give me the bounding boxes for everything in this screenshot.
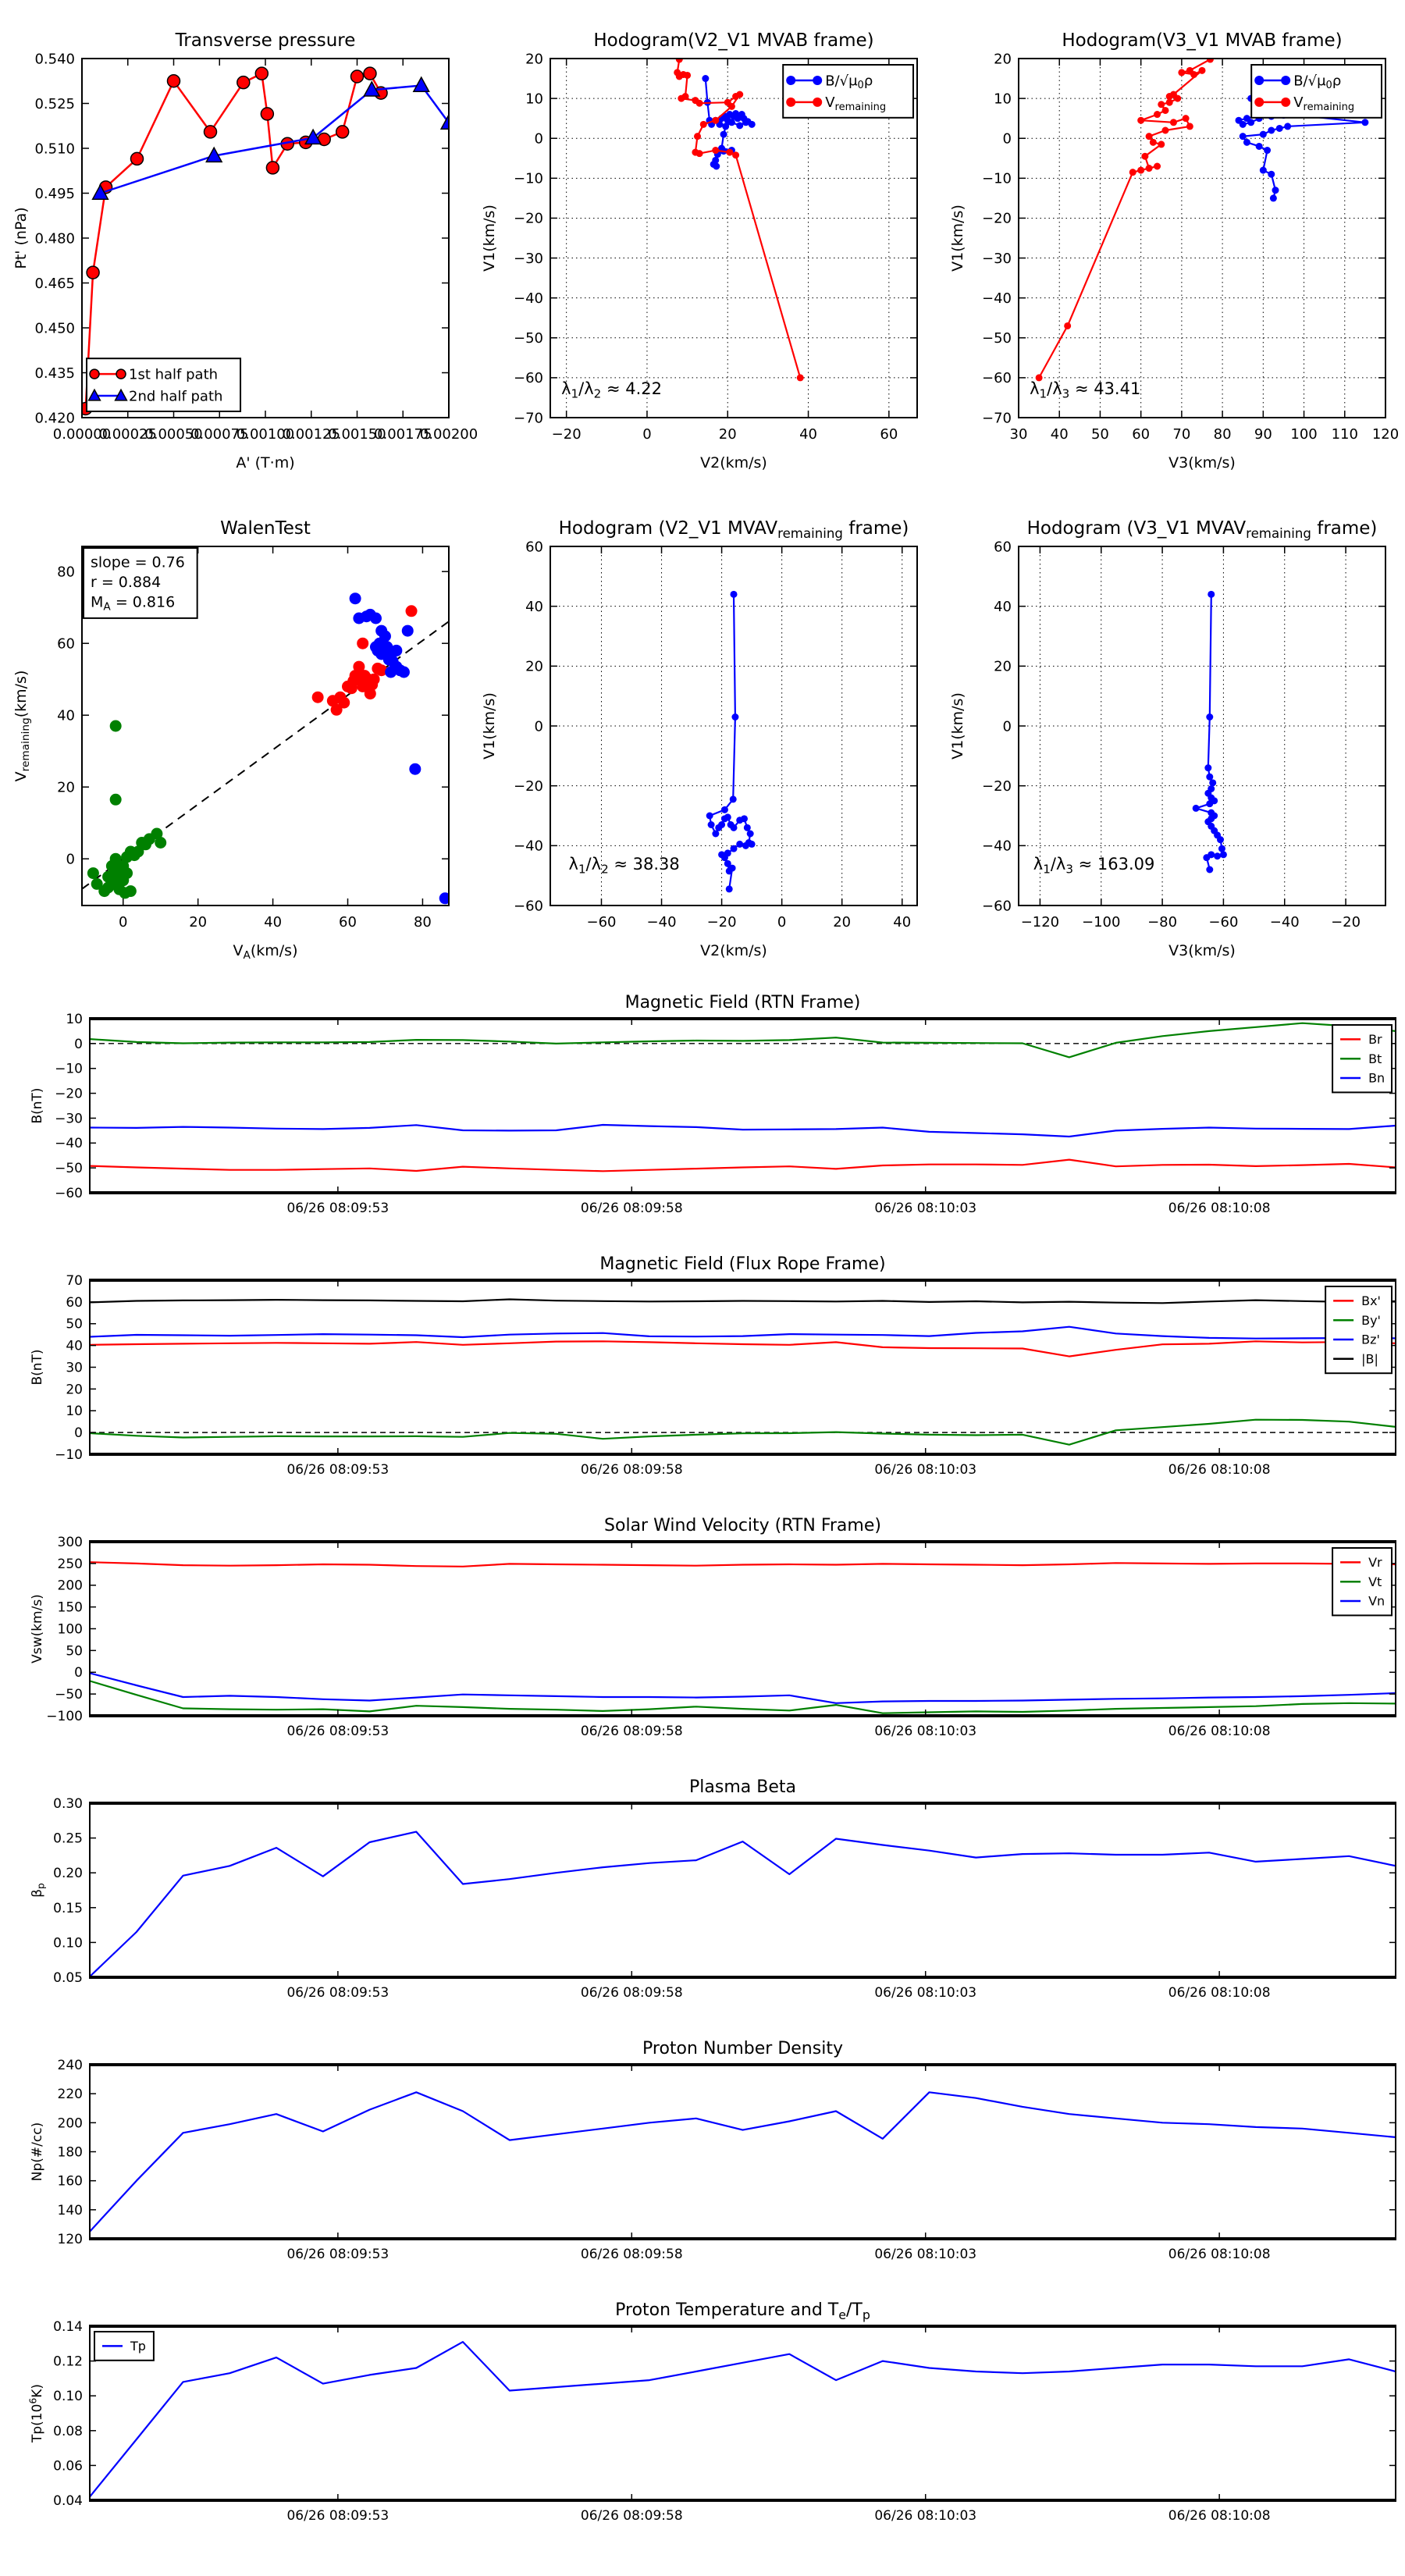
svg-text:0.25: 0.25 — [53, 1831, 83, 1847]
svg-text:50: 50 — [1090, 426, 1109, 443]
svg-text:−100: −100 — [1082, 914, 1121, 930]
svg-text:0: 0 — [1002, 718, 1012, 735]
svg-text:20: 20 — [994, 658, 1012, 675]
svg-text:−70: −70 — [982, 410, 1012, 427]
svg-text:0.20: 0.20 — [53, 1866, 83, 1882]
svg-text:0: 0 — [642, 426, 652, 443]
svg-text:20: 20 — [189, 914, 208, 930]
hodogram-v3v1-mvav-chart — [937, 500, 1405, 984]
svg-text:0.480: 0.480 — [34, 230, 75, 247]
svg-text:−20: −20 — [55, 1086, 83, 1102]
svg-text:0.30: 0.30 — [53, 1795, 83, 1812]
svg-text:0: 0 — [1002, 130, 1012, 148]
svg-text:06/26 08:10:03: 06/26 08:10:03 — [874, 2508, 977, 2524]
svg-text:0.04: 0.04 — [53, 2492, 83, 2509]
svg-text:160: 160 — [57, 2173, 83, 2190]
svg-text:Solar Wind Velocity (RTN Frame: Solar Wind Velocity (RTN Frame) — [604, 1516, 881, 1535]
svg-text:Magnetic Field (RTN Frame): Magnetic Field (RTN Frame) — [624, 993, 861, 1012]
svg-text:60: 60 — [66, 1294, 83, 1311]
svg-text:0.14: 0.14 — [53, 2318, 83, 2335]
svg-text:0: 0 — [74, 1036, 83, 1052]
svg-text:Vremaining: $V_{remaining}$ — [825, 94, 887, 114]
svg-text:0: 0 — [119, 914, 128, 930]
svg-text:0: 0 — [534, 718, 543, 735]
svg-text:10: 10 — [994, 91, 1012, 108]
svg-text:−20: −20 — [514, 210, 543, 227]
svg-text:B(nT): B(nT) — [30, 1349, 45, 1386]
svg-text:10: 10 — [66, 1404, 83, 1420]
svg-text:0.540: 0.540 — [34, 51, 75, 68]
svg-text:−10: −10 — [55, 1061, 83, 1077]
svg-text:Bx': Bx' — [1361, 1293, 1381, 1308]
svg-text:Vn: Vn — [1368, 1593, 1385, 1609]
svg-text:40: 40 — [525, 598, 543, 615]
svg-text:−20: −20 — [1331, 914, 1361, 930]
svg-text:−50: −50 — [55, 1687, 83, 1703]
svg-text:06/26 08:09:53: 06/26 08:09:53 — [286, 1201, 389, 1216]
svg-text:06/26 08:09:53: 06/26 08:09:53 — [286, 2508, 389, 2524]
svg-text:60: 60 — [339, 914, 357, 930]
svg-text:−100: −100 — [46, 1708, 83, 1724]
svg-text:−20: −20 — [706, 914, 737, 930]
proton-temperature-chart — [0, 2287, 1405, 2549]
svg-text:r = 0.884: r = 0.884 — [91, 574, 162, 592]
svg-text:V3(km/s): V3(km/s) — [1168, 454, 1236, 471]
svg-text:−40: −40 — [55, 1136, 83, 1152]
svg-text:−50: −50 — [514, 330, 543, 347]
svg-text:10: 10 — [525, 91, 543, 108]
svg-text:0.00075: 0.00075 — [190, 426, 249, 443]
svg-text:WalenTest: WalenTest — [220, 518, 311, 539]
svg-text:|B|: |B| — [1361, 1351, 1378, 1367]
svg-text:70: 70 — [1172, 426, 1191, 443]
svg-text:A' (T·m): A' (T·m) — [236, 454, 295, 471]
svg-text:0.00050: 0.00050 — [144, 426, 203, 443]
svg-text:Hodogram (V2_V1 MVAVremaining: Hodogram (V2_V1 $MVAV_{remaining}$ frame) — [558, 518, 909, 542]
svg-text:−20: −20 — [982, 777, 1012, 795]
svg-text:06/26 08:10:08: 06/26 08:10:08 — [1168, 1724, 1271, 1739]
svg-text:20: 20 — [718, 426, 737, 443]
svg-text:0.510: 0.510 — [34, 141, 75, 158]
svg-text:06/26 08:10:08: 06/26 08:10:08 — [1168, 1985, 1271, 2001]
svg-text:1st half path: 1st half path — [129, 366, 219, 383]
svg-text:30: 30 — [66, 1360, 83, 1376]
svg-text:06/26 08:09:58: 06/26 08:09:58 — [580, 1462, 683, 1478]
svg-text:Np(#/cc): Np(#/cc) — [30, 2122, 45, 2182]
svg-text:70: 70 — [66, 1272, 83, 1289]
svg-text:2nd half path: 2nd half path — [129, 388, 223, 405]
svg-text:10: 10 — [66, 1011, 83, 1027]
svg-text:−60: −60 — [982, 370, 1012, 387]
svg-text:50: 50 — [66, 1316, 83, 1332]
svg-text:80: 80 — [413, 914, 432, 930]
svg-text:λ1/λ2 ≈ 38.38: $\lambda_1/\lambda_2 \approx 38.38$ — [568, 855, 680, 877]
svg-text:150: 150 — [57, 1599, 83, 1616]
svg-text:βp: $\beta_p$ — [30, 1883, 47, 1898]
svg-text:Plasma Beta: Plasma Beta — [689, 1777, 796, 1797]
svg-text:V2(km/s): V2(km/s) — [700, 942, 767, 959]
svg-text:−20: −20 — [982, 210, 1012, 227]
svg-text:06/26 08:09:53: 06/26 08:09:53 — [286, 1724, 389, 1739]
svg-text:Bz': Bz' — [1361, 1332, 1380, 1347]
svg-text:−40: −40 — [982, 290, 1012, 307]
svg-text:0.525: 0.525 — [34, 95, 75, 112]
svg-text:−10: −10 — [982, 170, 1012, 187]
svg-text:0.00150: 0.00150 — [328, 426, 386, 443]
svg-text:−60: −60 — [55, 1185, 83, 1201]
svg-text:By': By' — [1361, 1312, 1381, 1328]
svg-text:−40: −40 — [982, 838, 1012, 855]
svg-text:−40: −40 — [646, 914, 677, 930]
svg-text:0.00175: 0.00175 — [374, 426, 432, 443]
svg-text:Tp(106K): $Tp(10^6K)$ — [27, 2384, 45, 2443]
svg-text:120: 120 — [57, 2231, 83, 2247]
svg-text:100: 100 — [1290, 426, 1318, 443]
proton-density-chart — [0, 2026, 1405, 2287]
svg-text:80: 80 — [1213, 426, 1232, 443]
svg-text:Magnetic Field (Flux Rope Fram: Magnetic Field (Flux Rope Frame) — [599, 1254, 886, 1274]
svg-text:06/26 08:09:58: 06/26 08:09:58 — [580, 1201, 683, 1216]
svg-text:20: 20 — [66, 1382, 83, 1398]
svg-text:06/26 08:10:03: 06/26 08:10:03 — [874, 1985, 977, 2001]
svg-text:06/26 08:09:58: 06/26 08:09:58 — [580, 1985, 683, 2001]
svg-text:Proton Temperature and Te/Tp: Proton Temperature and $T_e/T_p$ — [615, 2300, 870, 2322]
svg-text:90: 90 — [1254, 426, 1272, 443]
svg-text:−80: −80 — [1147, 914, 1178, 930]
svg-text:06/26 08:10:08: 06/26 08:10:08 — [1168, 1201, 1271, 1216]
svg-text:200: 200 — [57, 1578, 83, 1594]
svg-text:0.08: 0.08 — [53, 2423, 83, 2439]
svg-text:V2(km/s): V2(km/s) — [700, 454, 767, 471]
svg-text:Hodogram(V2_V1 MVAB frame): Hodogram(V2_V1 MVAB frame) — [593, 30, 874, 51]
svg-text:0.420: 0.420 — [34, 410, 75, 427]
hodogram-v2v1-mvav-chart — [468, 500, 937, 984]
svg-text:40: 40 — [66, 1338, 83, 1354]
svg-text:−10: −10 — [514, 170, 543, 187]
svg-text:Vremaining(km/s): $V_{remaining}(km/s)$ — [12, 670, 33, 782]
svg-text:60: 60 — [57, 635, 75, 653]
svg-text:−40: −40 — [514, 838, 543, 855]
svg-text:MA = 0.816: $M_A = 0.816$ — [91, 593, 176, 614]
svg-text:B(nT): B(nT) — [30, 1087, 45, 1124]
svg-text:−10: −10 — [55, 1446, 83, 1463]
svg-text:−60: −60 — [514, 370, 543, 387]
svg-text:0: 0 — [777, 914, 787, 930]
svg-text:−40: −40 — [514, 290, 543, 307]
svg-text:Vt: Vt — [1368, 1574, 1382, 1589]
svg-text:0.00100: 0.00100 — [236, 426, 295, 443]
svg-text:Bn: Bn — [1368, 1070, 1385, 1086]
walen-test-chart — [0, 500, 468, 984]
svg-text:240: 240 — [57, 2057, 83, 2073]
svg-text:0: 0 — [74, 1425, 83, 1442]
svg-text:−60: −60 — [982, 898, 1012, 915]
svg-text:V1(km/s): V1(km/s) — [949, 205, 966, 272]
svg-text:06/26 08:10:03: 06/26 08:10:03 — [874, 2247, 977, 2262]
svg-text:120: 120 — [1371, 426, 1400, 443]
svg-text:−70: −70 — [514, 410, 543, 427]
svg-text:Vremaining: $V_{remaining}$ — [1293, 94, 1355, 114]
svg-text:06/26 08:10:08: 06/26 08:10:08 — [1168, 1462, 1271, 1478]
svg-text:06/26 08:09:53: 06/26 08:09:53 — [286, 1985, 389, 2001]
svg-text:40: 40 — [57, 707, 75, 724]
svg-text:0.10: 0.10 — [53, 1935, 83, 1952]
svg-text:0: 0 — [66, 851, 75, 868]
svg-text:80: 80 — [57, 564, 75, 581]
svg-text:06/26 08:10:03: 06/26 08:10:03 — [874, 1462, 977, 1478]
svg-text:06/26 08:10:03: 06/26 08:10:03 — [874, 1201, 977, 1216]
svg-text:0.15: 0.15 — [53, 1900, 83, 1916]
svg-text:40: 40 — [994, 598, 1012, 615]
svg-text:−60: −60 — [1208, 914, 1239, 930]
svg-text:30: 30 — [1009, 426, 1028, 443]
svg-text:60: 60 — [994, 539, 1012, 556]
svg-text:06/26 08:10:08: 06/26 08:10:08 — [1168, 2247, 1271, 2262]
svg-text:Hodogram (V3_V1 MVAVremaining: Hodogram (V3_V1 $MVAV_{remaining}$ frame) — [1026, 518, 1378, 542]
svg-text:50: 50 — [66, 1643, 83, 1660]
svg-text:06/26 08:09:53: 06/26 08:09:53 — [286, 1462, 389, 1478]
svg-text:140: 140 — [57, 2202, 83, 2218]
svg-text:−60: −60 — [514, 898, 543, 915]
svg-text:0.12: 0.12 — [53, 2354, 83, 2370]
svg-text:40: 40 — [799, 426, 818, 443]
svg-text:λ1/λ2 ≈ 4.22: $\lambda_1/\lambda_2 \approx 4.22$ — [561, 379, 662, 401]
svg-text:0.06: 0.06 — [53, 2458, 83, 2475]
svg-text:06/26 08:10:08: 06/26 08:10:08 — [1168, 2508, 1271, 2524]
svg-text:λ1/λ3 ≈ 163.09: $\lambda_1/\lambda_3 \approx 163.09$ — [1033, 855, 1155, 877]
svg-text:60: 60 — [1132, 426, 1151, 443]
svg-text:0.00025: 0.00025 — [98, 426, 157, 443]
svg-text:06/26 08:10:03: 06/26 08:10:03 — [874, 1724, 977, 1739]
svg-text:V1(km/s): V1(km/s) — [949, 692, 966, 760]
svg-text:Pt' (nPa): Pt' (nPa) — [12, 207, 30, 269]
svg-text:60: 60 — [880, 426, 898, 443]
svg-text:Proton Number Density: Proton Number Density — [642, 2039, 843, 2058]
svg-text:0: 0 — [534, 130, 543, 148]
svg-text:100: 100 — [57, 1621, 83, 1638]
svg-text:Tp: Tp — [130, 2339, 146, 2354]
svg-text:Vsw(km/s): Vsw(km/s) — [30, 1594, 45, 1663]
svg-text:200: 200 — [57, 2115, 83, 2132]
svg-text:180: 180 — [57, 2144, 83, 2161]
svg-text:−120: −120 — [1020, 914, 1060, 930]
svg-text:0.00125: 0.00125 — [282, 426, 340, 443]
svg-text:06/26 08:09:58: 06/26 08:09:58 — [580, 2508, 683, 2524]
svg-text:40: 40 — [1050, 426, 1069, 443]
svg-text:λ1/λ3 ≈ 43.41: $\lambda_1/\lambda_3 \approx 43.41$ — [1030, 379, 1141, 401]
svg-text:V1(km/s): V1(km/s) — [481, 692, 498, 760]
svg-text:−60: −60 — [586, 914, 617, 930]
svg-text:06/26 08:09:53: 06/26 08:09:53 — [286, 2247, 389, 2262]
svg-text:−50: −50 — [982, 330, 1012, 347]
svg-text:0.495: 0.495 — [34, 185, 75, 202]
svg-text:220: 220 — [57, 2087, 83, 2103]
svg-text:06/26 08:09:58: 06/26 08:09:58 — [580, 2247, 683, 2262]
hodogram-v3v1-mvab-chart — [937, 12, 1405, 496]
hodogram-v2v1-mvab-chart — [468, 12, 937, 496]
svg-text:0.00200: 0.00200 — [419, 426, 478, 443]
svg-text:slope = 0.76: slope = 0.76 — [91, 553, 185, 571]
magnetic-field-flux-rope-chart — [0, 1241, 1405, 1503]
svg-text:Vr: Vr — [1368, 1555, 1382, 1570]
svg-text:250: 250 — [57, 1556, 83, 1572]
magnetic-field-rtn-chart — [0, 980, 1405, 1241]
svg-text:−30: −30 — [55, 1111, 83, 1127]
svg-text:Bt: Bt — [1368, 1051, 1382, 1066]
svg-text:Transverse pressure: Transverse pressure — [175, 30, 356, 51]
svg-text:−50: −50 — [55, 1161, 83, 1177]
svg-text:−40: −40 — [1269, 914, 1300, 930]
svg-text:0.465: 0.465 — [34, 275, 75, 292]
svg-text:06/26 08:09:58: 06/26 08:09:58 — [580, 1724, 683, 1739]
svg-text:0: 0 — [74, 1665, 83, 1681]
svg-text:60: 60 — [525, 539, 543, 556]
svg-text:−20: −20 — [514, 777, 543, 795]
svg-text:40: 40 — [264, 914, 283, 930]
svg-text:Br: Br — [1368, 1032, 1382, 1047]
svg-text:20: 20 — [525, 51, 543, 68]
svg-text:0.450: 0.450 — [34, 320, 75, 337]
svg-text:0.10: 0.10 — [53, 2389, 83, 2405]
svg-text:0.00000: 0.00000 — [52, 426, 112, 443]
solar-wind-velocity-chart — [0, 1503, 1405, 1764]
svg-text:0.435: 0.435 — [34, 365, 75, 382]
svg-text:0.05: 0.05 — [53, 1969, 83, 1986]
svg-text:20: 20 — [525, 658, 543, 675]
svg-text:V3(km/s): V3(km/s) — [1168, 942, 1236, 959]
plasma-beta-chart — [0, 1764, 1405, 2026]
svg-text:VA(km/s): $V_A(km/s)$ — [233, 942, 298, 962]
svg-text:20: 20 — [57, 779, 75, 796]
svg-text:20: 20 — [833, 914, 852, 930]
svg-text:−30: −30 — [514, 250, 543, 267]
svg-text:V1(km/s): V1(km/s) — [481, 205, 498, 272]
svg-text:20: 20 — [994, 51, 1012, 68]
svg-text:−20: −20 — [551, 426, 582, 443]
transverse-pressure-chart — [0, 12, 478, 496]
svg-text:B/√μ0ρ: $B/√\mu_0\rho$ — [825, 73, 873, 92]
svg-text:Hodogram(V3_V1 MVAB frame): Hodogram(V3_V1 MVAB frame) — [1062, 30, 1343, 51]
svg-text:110: 110 — [1331, 426, 1358, 443]
svg-text:40: 40 — [893, 914, 912, 930]
svg-text:−30: −30 — [982, 250, 1012, 267]
svg-text:300: 300 — [57, 1534, 83, 1550]
svg-text:B/√μ0ρ: $B/√\mu_0\rho$ — [1293, 73, 1342, 92]
